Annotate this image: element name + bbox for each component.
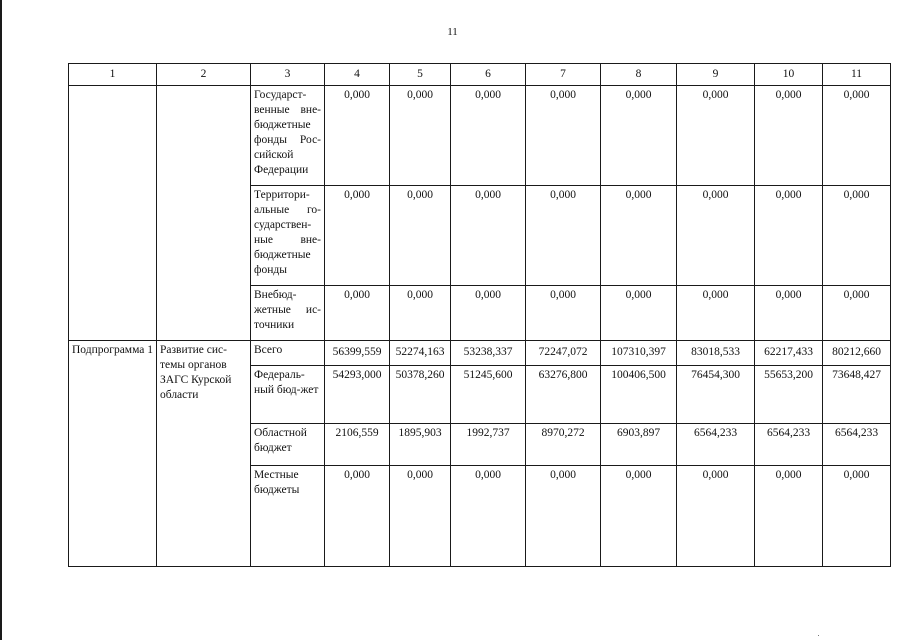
value-cell: 62217,433 bbox=[755, 341, 823, 366]
header-cell: 9 bbox=[677, 64, 755, 86]
table-row bbox=[69, 341, 891, 366]
value-cell: 0,000 bbox=[601, 86, 677, 186]
value-cell: 100406,500 bbox=[601, 366, 677, 424]
value-cell: 72247,072 bbox=[526, 341, 601, 366]
value-cell: 0,000 bbox=[677, 186, 755, 286]
value-cell: 6903,897 bbox=[601, 424, 677, 466]
header-cell: 1 bbox=[69, 64, 157, 86]
value-cell: 0,000 bbox=[390, 186, 451, 286]
value-cell: 0,000 bbox=[601, 466, 677, 567]
header-cell: 3 bbox=[251, 64, 325, 86]
value-cell: 73648,427 bbox=[823, 366, 891, 424]
header-cell: 5 bbox=[390, 64, 451, 86]
value-cell: 0,000 bbox=[451, 466, 526, 567]
value-cell: 0,000 bbox=[755, 86, 823, 186]
value-cell: 0,000 bbox=[823, 186, 891, 286]
value-cell: 0,000 bbox=[823, 286, 891, 341]
program-cell: Подпрограмма 1 bbox=[69, 341, 157, 567]
value-cell: 8970,272 bbox=[526, 424, 601, 466]
funding-source-cell: Всего bbox=[251, 341, 325, 366]
header-row bbox=[69, 64, 891, 86]
funding-source-cell: Территори-альные го-сударствен-ные вне-бюджетные фонды bbox=[251, 186, 325, 286]
value-cell: 0,000 bbox=[526, 86, 601, 186]
value-cell: 0,000 bbox=[325, 186, 390, 286]
value-cell: 0,000 bbox=[325, 466, 390, 567]
value-cell: 0,000 bbox=[390, 286, 451, 341]
scan-speck bbox=[818, 635, 819, 636]
value-cell: 0,000 bbox=[677, 466, 755, 567]
value-cell: 0,000 bbox=[390, 466, 451, 567]
value-cell: 0,000 bbox=[526, 466, 601, 567]
value-cell: 55653,200 bbox=[755, 366, 823, 424]
value-cell: 0,000 bbox=[601, 286, 677, 341]
value-cell: 107310,397 bbox=[601, 341, 677, 366]
page-number: 11 bbox=[447, 26, 458, 38]
funding-source-cell: Федераль-ный бюд-жет bbox=[251, 366, 325, 424]
header-cell: 2 bbox=[157, 64, 251, 86]
value-cell: 0,000 bbox=[325, 286, 390, 341]
value-cell: 56399,559 bbox=[325, 341, 390, 366]
program-title-cell: Развитие сис-темы органов ЗАГС Курской области bbox=[157, 341, 251, 567]
value-cell: 1895,903 bbox=[390, 424, 451, 466]
value-cell: 50378,260 bbox=[390, 366, 451, 424]
header-cell: 11 bbox=[823, 64, 891, 86]
value-cell: 0,000 bbox=[601, 186, 677, 286]
table-row bbox=[69, 86, 891, 186]
value-cell: 0,000 bbox=[325, 86, 390, 186]
header-cell: 8 bbox=[601, 64, 677, 86]
header-cell: 6 bbox=[451, 64, 526, 86]
value-cell: 6564,233 bbox=[755, 424, 823, 466]
value-cell: 0,000 bbox=[755, 186, 823, 286]
value-cell: 0,000 bbox=[451, 286, 526, 341]
funding-source-cell: Государст-венные вне-бюджетные фонды Рос-сийской Федерации bbox=[251, 86, 325, 186]
value-cell: 6564,233 bbox=[823, 424, 891, 466]
header-cell: 10 bbox=[755, 64, 823, 86]
value-cell: 0,000 bbox=[755, 466, 823, 567]
funding-source-cell: Внебюд-жетные ис-точники bbox=[251, 286, 325, 341]
value-cell: 76454,300 bbox=[677, 366, 755, 424]
value-cell: 0,000 bbox=[526, 286, 601, 341]
value-cell: 2106,559 bbox=[325, 424, 390, 466]
budget-table bbox=[68, 63, 891, 567]
value-cell: 0,000 bbox=[390, 86, 451, 186]
funding-source-cell: Областной бюджет bbox=[251, 424, 325, 466]
value-cell: 0,000 bbox=[526, 186, 601, 286]
funding-source-cell: Местные бюджеты bbox=[251, 466, 325, 567]
header-cell: 4 bbox=[325, 64, 390, 86]
page-left-edge bbox=[0, 0, 2, 640]
value-cell: 54293,000 bbox=[325, 366, 390, 424]
program-cell bbox=[69, 86, 157, 341]
value-cell: 0,000 bbox=[823, 86, 891, 186]
value-cell: 0,000 bbox=[677, 286, 755, 341]
program-title-cell bbox=[157, 86, 251, 341]
value-cell: 0,000 bbox=[823, 466, 891, 567]
value-cell: 83018,533 bbox=[677, 341, 755, 366]
value-cell: 0,000 bbox=[677, 86, 755, 186]
value-cell: 0,000 bbox=[755, 286, 823, 341]
value-cell: 0,000 bbox=[451, 86, 526, 186]
value-cell: 51245,600 bbox=[451, 366, 526, 424]
value-cell: 53238,337 bbox=[451, 341, 526, 366]
value-cell: 80212,660 bbox=[823, 341, 891, 366]
value-cell: 52274,163 bbox=[390, 341, 451, 366]
header-cell: 7 bbox=[526, 64, 601, 86]
value-cell: 6564,233 bbox=[677, 424, 755, 466]
value-cell: 63276,800 bbox=[526, 366, 601, 424]
value-cell: 1992,737 bbox=[451, 424, 526, 466]
value-cell: 0,000 bbox=[451, 186, 526, 286]
